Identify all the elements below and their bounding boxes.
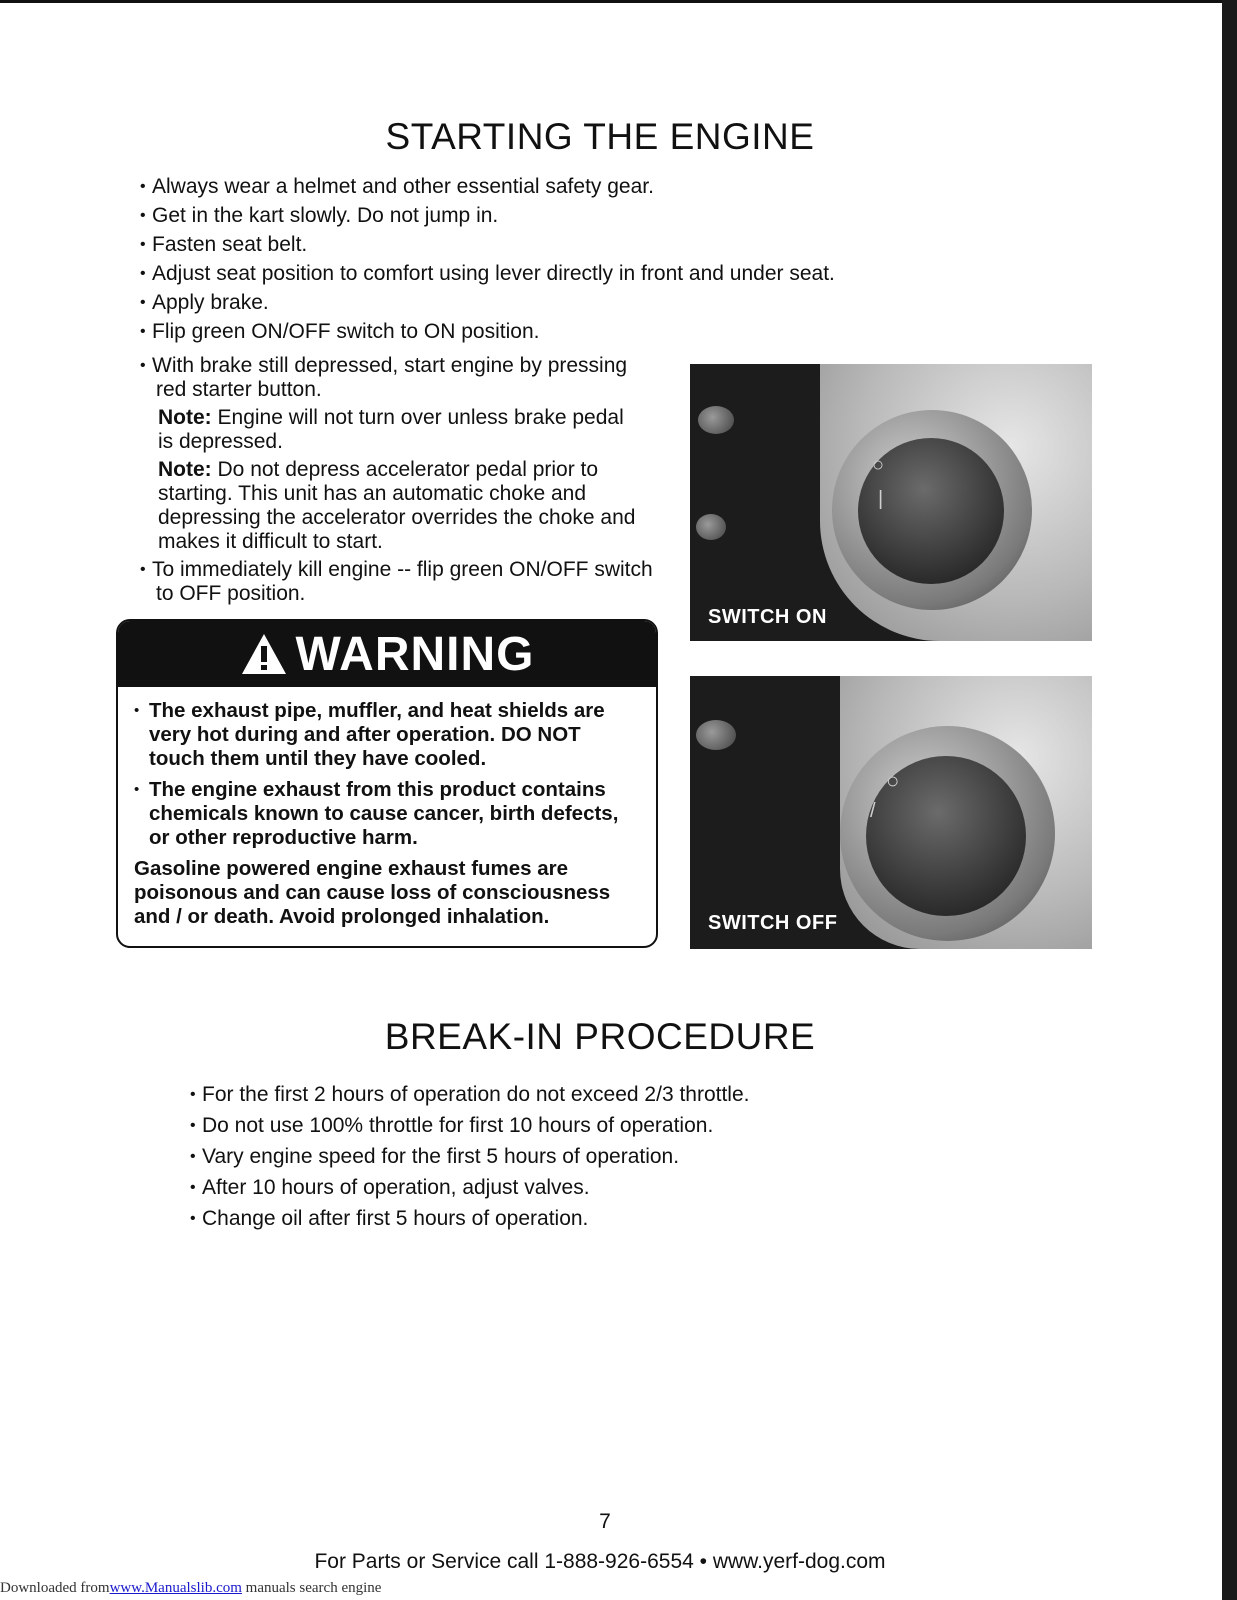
page-number: 7 xyxy=(599,1510,611,1533)
switch-i-symbol-icon: | xyxy=(878,488,884,510)
caption-switch-off: SWITCH OFF xyxy=(708,912,838,934)
photo-switch-off xyxy=(690,676,1092,949)
warning-title: WARNING xyxy=(295,627,535,681)
heading-starting-engine: STARTING THE ENGINE xyxy=(385,116,815,157)
warning-paragraph: Gasoline powered engine exhaust fumes are poisonous and can cause loss of consciousness and / or death. Avoid prolonged inhalation. xyxy=(134,857,611,928)
manualslib-link[interactable]: www.Manualslib.com xyxy=(109,1580,242,1596)
bullet-kill-engine: • To immediately kill engine -- flip green ON/OFF switch to OFF position. xyxy=(140,558,653,605)
bullet-item: • Fasten seat belt. xyxy=(140,230,1020,259)
note-accelerator: Note: Do not depress accelerator pedal prior to starting. This unit has an automatic choke and depressing the accelerator overrides the choke and makes it difficult to start. xyxy=(158,458,636,553)
switch-i-symbol-icon: / xyxy=(870,800,876,822)
bullet-item: • Flip green ON/OFF switch to ON position. xyxy=(140,317,1020,346)
warning-header xyxy=(118,621,656,687)
note-brake: Note: Engine will not turn over unless brake pedal is depressed. xyxy=(158,406,624,453)
bullet-item: • Get in the kart slowly. Do not jump in. xyxy=(140,201,1020,230)
bullet-item: • Change oil after first 5 hours of operation. xyxy=(190,1203,970,1234)
warning-bullets xyxy=(118,699,656,850)
scan-edge xyxy=(1222,0,1237,1600)
warning-item: • The exhaust pipe, muffler, and heat shields are very hot during and after operation. DO NOT touch them until they have cooled. xyxy=(132,699,642,771)
bullet-item: • Always wear a helmet and other essential safety gear. xyxy=(140,172,1020,201)
bullet-item: • Vary engine speed for the first 5 hours of operation. xyxy=(190,1141,970,1172)
bullet-item: • Do not use 100% throttle for first 10 hours of operation. xyxy=(190,1110,970,1141)
bullet-item: • After 10 hours of operation, adjust valves. xyxy=(190,1172,970,1203)
warning-box xyxy=(116,619,658,948)
bullet-start-engine: • With brake still depressed, start engine by pressing red starter button. xyxy=(140,354,628,401)
heading-break-in: BREAK-IN PROCEDURE xyxy=(384,1016,816,1057)
starting-bullets xyxy=(140,172,1020,346)
footer-contact: For Parts or Service call 1-888-926-6554 • www.yerf-dog.com xyxy=(314,1550,886,1573)
top-rule xyxy=(0,0,1222,3)
bullet-item: • Apply brake. xyxy=(140,288,1020,317)
photo-switch-on xyxy=(690,364,1092,641)
bullet-item: • Adjust seat position to comfort using lever directly in front and under seat. xyxy=(140,259,1020,288)
caption-switch-on: SWITCH ON xyxy=(708,606,827,628)
switch-o-symbol-icon: ○ xyxy=(872,454,885,476)
break-in-bullets xyxy=(190,1079,970,1234)
warning-triangle-icon xyxy=(240,632,288,676)
switch-o-symbol-icon: ○ xyxy=(886,768,900,793)
download-notice: Downloaded fromwww.Manualslib.com manuals search engine xyxy=(0,1580,382,1596)
warning-item: • The engine exhaust from this product contains chemicals known to cause cancer, birth defects, or other reproductive harm. xyxy=(132,778,642,850)
bullet-item: • For the first 2 hours of operation do not exceed 2/3 throttle. xyxy=(190,1079,970,1110)
